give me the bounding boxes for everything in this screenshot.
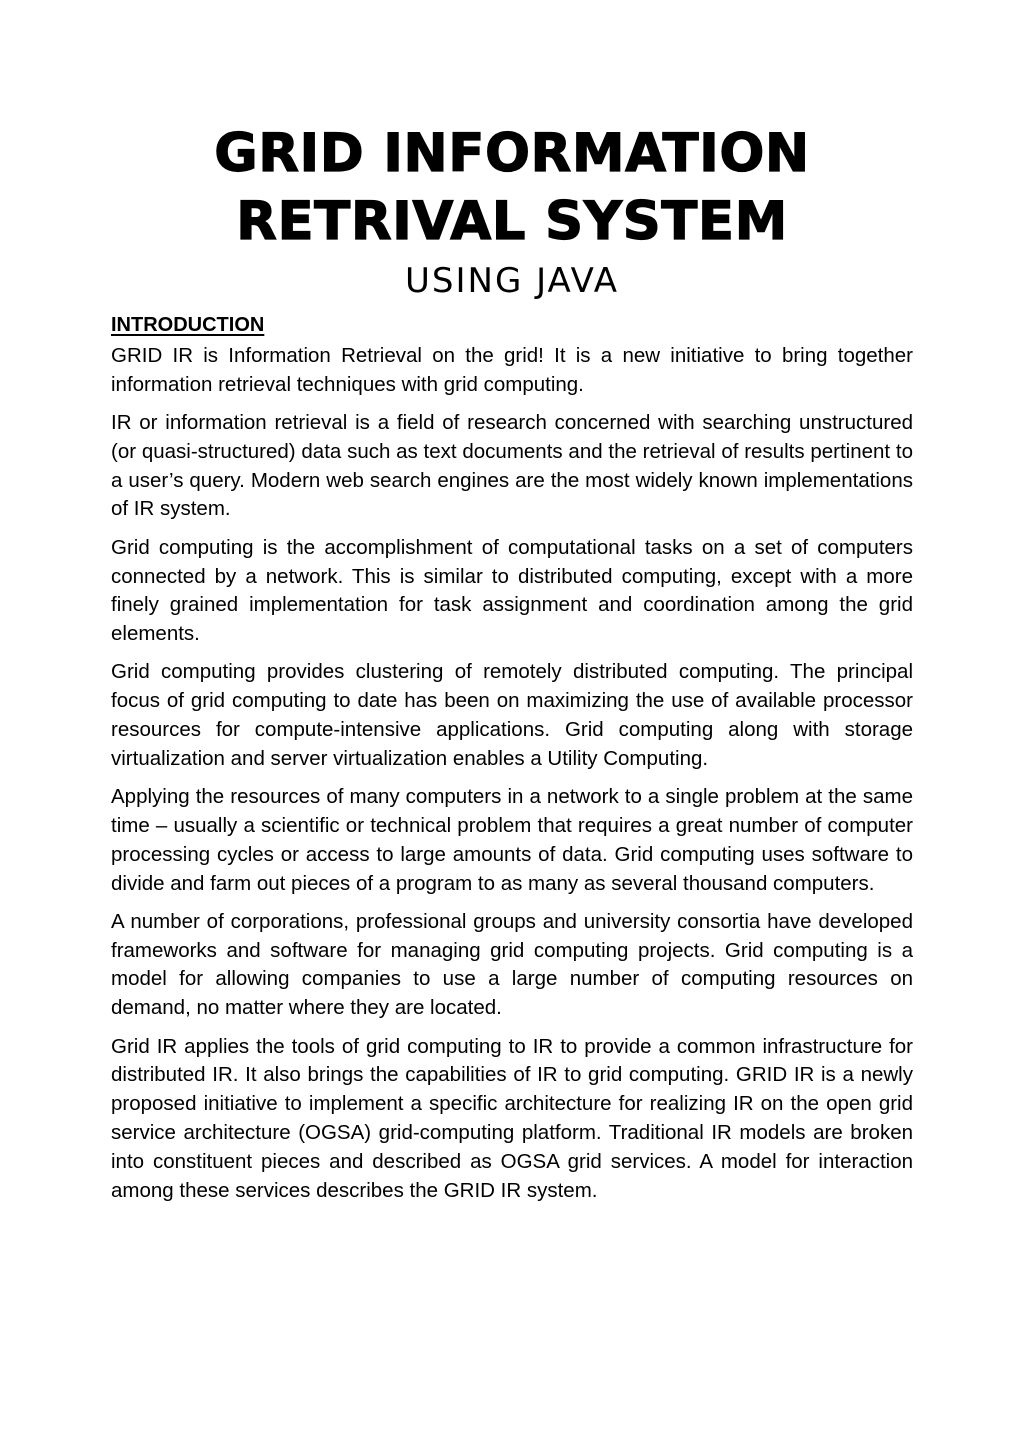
document-title bbox=[0, 120, 1024, 256]
paragraph-3: Grid computing is the accomplishment of computational tasks on a set of computers connected by a network. This is similar to distributed computing, except with a more finely grained implementation for task assignment and coordination among the grid elements. bbox=[111, 535, 913, 646]
paragraph-4: Grid computing provides clustering of remotely distributed computing. The principal focus of grid computing to date has been on maximizing the use of available processor resources for compute-intensive applications. Grid computing along with storage virtualization and server virtualization enables a Utility Computing. bbox=[111, 660, 913, 770]
title-line-2: RETRIVAL SYSTEM bbox=[236, 191, 788, 252]
paragraph-6: A number of corporations, professional groups and university consortia have developed frameworks and software for managing grid computing projects. Grid computing is a model for allowing companies to use a large number of computing resources on demand, no matter where they are located. bbox=[111, 909, 913, 1020]
paragraph-2: IR or information retrieval is a field of research concerned with searching unstructured (or quasi-structured) data such as text documents and the retrieval of results pertinent to a user’s query. Modern web search engines are the most widely known implementations of IR system. bbox=[111, 411, 913, 521]
paragraph-1: GRID IR is Information Retrieval on the grid! It is a new initiative to bring together information retrieval techniques with grid computing. bbox=[111, 344, 913, 396]
document-subtitle: USING JAVA bbox=[405, 261, 619, 301]
title-line-1: GRID INFORMATION bbox=[214, 123, 810, 184]
paragraph-5: Applying the resources of many computers in a network to a single problem at the same time – usually a scientific or technical problem that requires a great number of computer processing cycles or access to large amounts of data. Grid computing uses software to divide and farm out pieces of a program to as many as several thousand computers. bbox=[111, 785, 913, 895]
document-body bbox=[111, 311, 913, 1215]
section-heading-introduction: INTRODUCTION bbox=[111, 314, 265, 336]
title-block bbox=[0, 120, 1024, 256]
paragraph-7: Grid IR applies the tools of grid computing to IR to provide a common infrastructure for distributed IR. It also brings the capabilities of IR to grid computing. GRID IR is a newly proposed initiative to implement a specific architecture for realizing IR on the open grid service architecture (OGSA) grid-computing platform. Traditional IR models are broken into constituent pieces and described as OGSA grid services. A model for interaction among these services describes the GRID IR system. bbox=[111, 1034, 913, 1202]
